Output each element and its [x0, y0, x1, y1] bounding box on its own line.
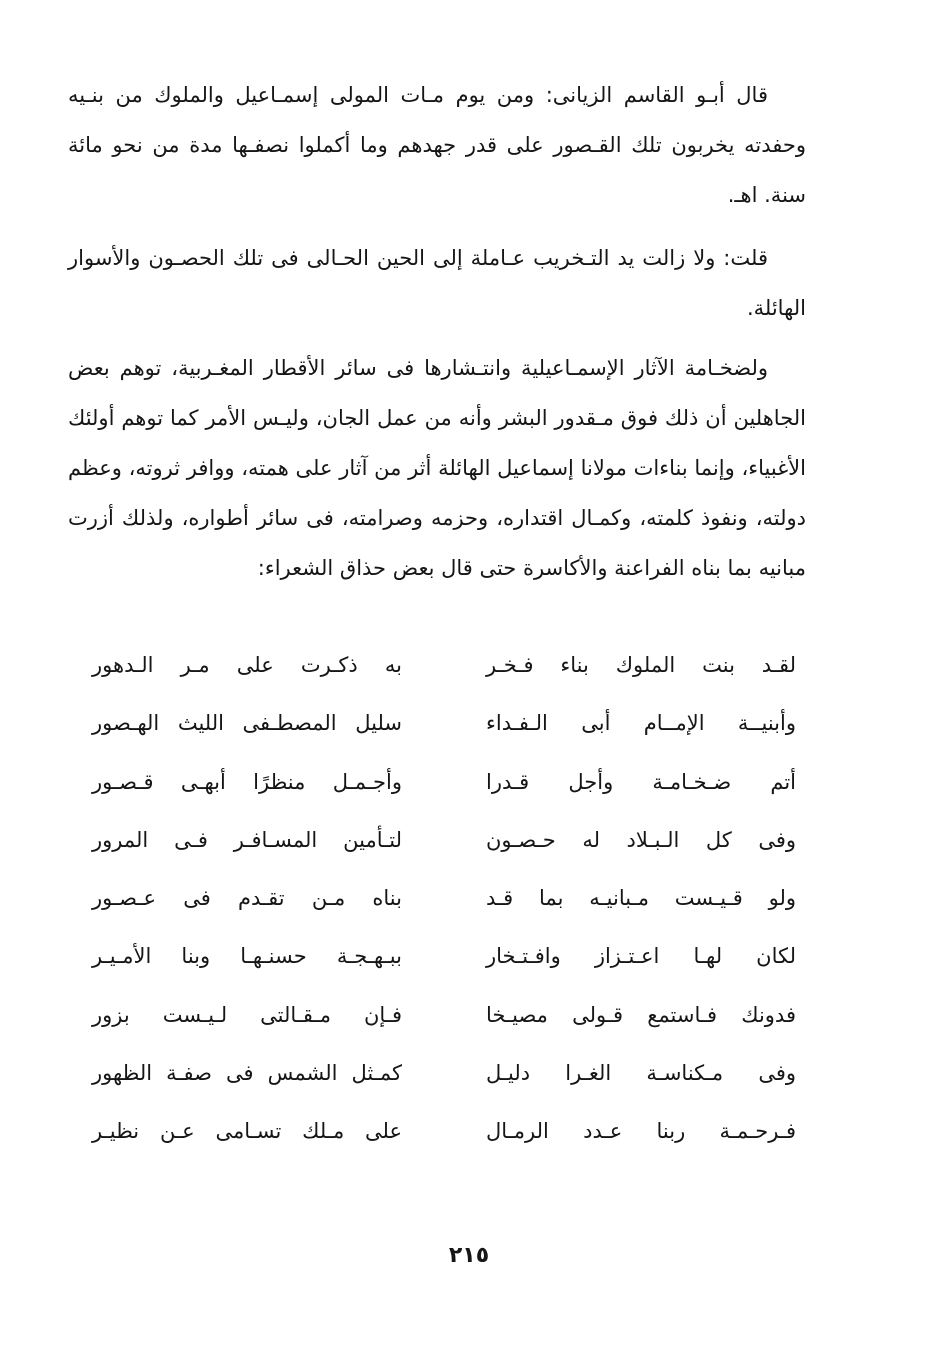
verse: [68, 757, 806, 815]
verse: [68, 640, 806, 698]
verse-first-hemistich: وفى كل الـبـلاد له حـصـون: [486, 827, 796, 852]
verse-first-hemistich: لكان لهـا اعـتـزاز وافـتـخار: [486, 944, 796, 969]
page-number: ٢١٥: [448, 1243, 490, 1268]
verse-first-hemistich: فـرحـمـة ربنا عـدد الرمـال: [486, 1119, 796, 1144]
verse: [68, 815, 806, 873]
verse: [68, 931, 806, 989]
verse: [68, 1106, 806, 1164]
paragraph-3: [68, 343, 806, 593]
verse-second-hemistich: سليل المصطـفى الليث الهـصور: [92, 711, 402, 736]
verse-first-hemistich: وأبنيــة الإمــام أبى الـفـداء: [486, 711, 796, 736]
verse-first-hemistich: أتم ضـخـامـة وأجل قـدرا: [486, 769, 796, 794]
verse: [68, 873, 806, 931]
verse-second-hemistich: وأجـمـل منظرًا أبهـى قـصـور: [92, 769, 402, 794]
paragraph-2: [68, 233, 806, 333]
verse-first-hemistich: ولو قـيـست مـبانيـه بما قـد: [486, 886, 796, 911]
verse-second-hemistich: ببـهـجـة حسنـهـا وبنا الأمـيـر: [92, 944, 402, 969]
verse-second-hemistich: به ذكـرت على مـر الـدهور: [92, 653, 402, 677]
paragraph-2-text: قلت: ولا زالت يد التـخريب عـاملة إلى الحين الحـالى فى تلك الحصـون والأسوار الهائلة.: [68, 246, 806, 320]
verse: [68, 990, 806, 1048]
verse-first-hemistich: فدونك فـاستمع قـولى مصيـخا: [486, 1002, 796, 1027]
verse-second-hemistich: فـإن مـقـالتى لـيـست بزور: [92, 1002, 402, 1027]
verse-second-hemistich: على مـلك تسـامى عـن نظيـر: [92, 1119, 402, 1144]
verse-first-hemistich: لقـد بنت الملوك بناء فـخـر: [486, 653, 796, 677]
verse-second-hemistich: كمـثل الشمس فى صفـة الظهور: [92, 1061, 402, 1086]
paragraph-1-text: قال أبـو القاسم الزيانى: ومن يوم مـات المولى إسمـاعيل والملوك من بنـيه وحفدته يخربون تلك القـصور على قدر جهدهم وما أكملوا نصفـها مدة من نحو مائة سنة. اهـ.: [68, 83, 806, 207]
verse-first-hemistich: وفى مـكناسـة الغـرا دليـل: [486, 1061, 796, 1086]
verse: [68, 1048, 806, 1106]
verse-second-hemistich: لتـأمين المسـافـر فـى المرور: [92, 827, 402, 852]
verse-second-hemistich: بناه مـن تقـدم فى عـصـور: [92, 886, 402, 911]
paragraph-1: [68, 70, 806, 220]
paragraph-3-text: ولضخـامة الآثار الإسمـاعيلية وانتـشارها فى سائر الأقطار المغـربية، توهم بعض الجاهلين أن ذلك فوق مـقدور البشر وأنه من عمل الجان، وليـس الأمر كما توهم أولئك الأغبياء، وإنما بناءات مولانا إسماعيل الهائلة أثر من آثار على همته، ووافر ثروته، وعظم دولته، ونفوذ كلمته، وكمـال اقتداره، وحزمه وصرامته، فى سائر أطواره، ولذلك أزرت مبانيه بما بناه الفراعنة والأكاسرة حتى قال بعض حذاق الشعراء:: [68, 356, 806, 580]
verse: [68, 698, 806, 756]
poem: [68, 640, 806, 1165]
